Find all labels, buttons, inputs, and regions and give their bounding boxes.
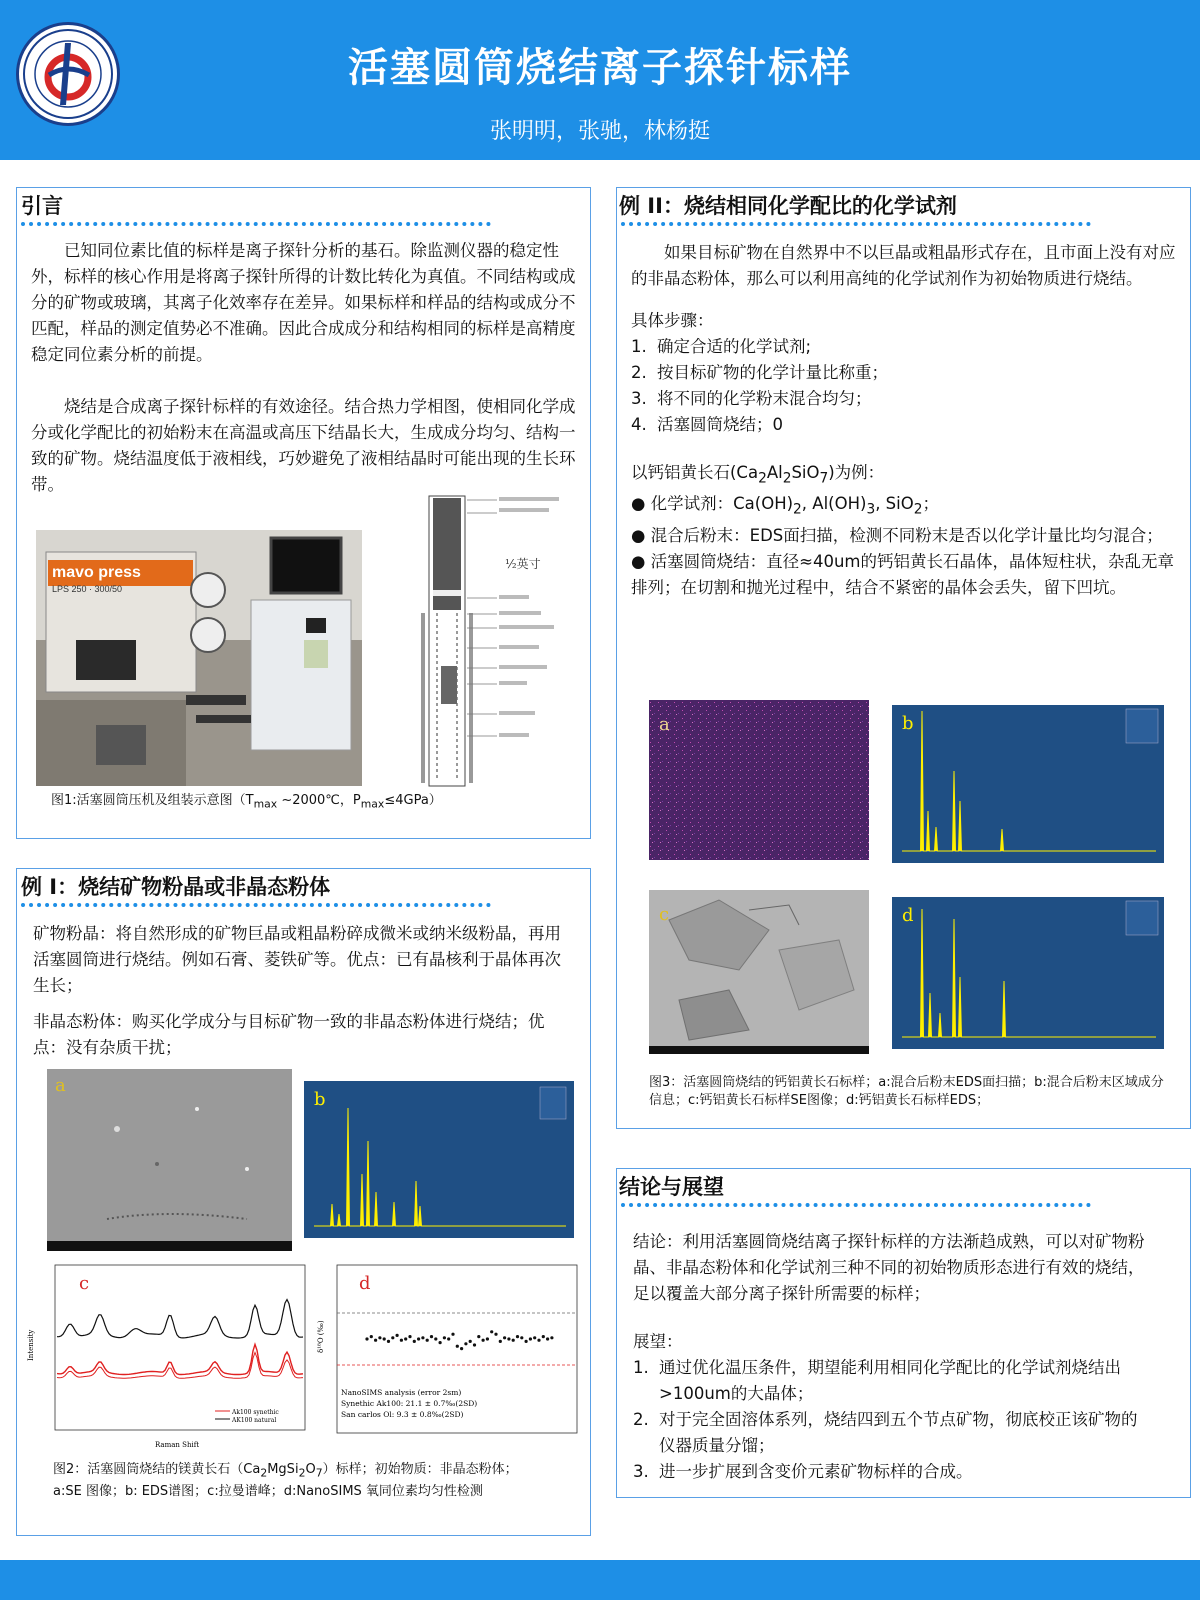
example-2-panel: [616, 187, 1191, 1129]
figure-3b-eds-spectrum: [892, 705, 1164, 863]
sims-data-point: [370, 1335, 373, 1338]
figure-label: b: [314, 1089, 326, 1110]
bullet-item: ● 混合后粉末：EDS面扫描，检测不同粉末是否以化学计量比均匀混合；: [631, 525, 1163, 545]
figure-label: d: [359, 1273, 371, 1294]
intro-heading: 引言: [21, 194, 63, 218]
sims-data-point: [546, 1337, 549, 1340]
divider: [621, 222, 1091, 226]
example-1-panel: [16, 868, 591, 1536]
sims-data-point: [434, 1337, 437, 1340]
sims-data-point: [378, 1336, 381, 1339]
sims-data-point: [494, 1333, 497, 1336]
intro-paragraph-1: 已知同位素比值的标样是离子探针分析的基石。除监测仪器的稳定性外，标样的核心作用是将离子探针所得的计数比转化为真值。不同结构或成分的矿物或玻璃，其离子化效率存在差异。如果标样和样品的结构或成分不匹配，样品的测定值势必不准确。因此合成成分和结构相同的标样是高精度稳定同位素分析的前提。: [31, 241, 576, 364]
intro-panel: [16, 187, 591, 839]
steps-list: [631, 334, 1176, 438]
footer-bar: [0, 1560, 1200, 1600]
sims-data-point: [537, 1339, 540, 1342]
figure-2d-nanosims-oxygen-isotopes: [317, 1261, 585, 1453]
sims-data-point: [490, 1330, 493, 1333]
assembly-schematic: [397, 478, 582, 798]
sims-data-point: [512, 1339, 515, 1342]
figure-2c-raman-spectrum: [25, 1261, 315, 1453]
sims-data-point: [447, 1337, 450, 1340]
example-1-heading: 例 I：烧结矿物粉晶或非晶态粉体: [21, 875, 331, 899]
conclusion-panel: [616, 1168, 1191, 1498]
sims-data-point: [525, 1340, 528, 1343]
figure-label: d: [902, 905, 914, 926]
sims-data-point: [408, 1335, 411, 1338]
example-2-intro-text: 如果目标矿物在自然界中不以巨晶或粗晶形式存在，且市面上没有对应的非晶态粉体，那么可以利用高纯的化学试剂作为初始物质进行烧结。: [631, 243, 1176, 288]
list-item: 2. 对于完全固溶体系列，烧结四到五个节点矿物，彻底校正该矿物的仪器质量分馏；: [633, 1410, 1138, 1455]
figure-2b-eds-spectrum: [304, 1081, 574, 1238]
bullet-item: ● 活塞圆筒烧结：直径≈40um的钙铝黄长石晶体，晶体短柱状，杂乱无章排列；在切割和抛光过程中，结合不紧密的晶体会丢失，留下凹坑。: [631, 551, 1174, 597]
list-item: 3. 进一步扩展到含变价元素矿物标样的合成。: [633, 1462, 973, 1481]
sims-data-point: [499, 1340, 502, 1343]
assembly-size-label: ½英寸: [505, 557, 541, 571]
sims-data-point: [464, 1342, 467, 1345]
list-item: 3. 将不同的化学粉末混合均匀；: [631, 389, 872, 408]
conclusion-heading: 结论与展望: [619, 1175, 724, 1199]
sims-data-point: [516, 1335, 519, 1338]
sims-data-point: [486, 1337, 489, 1340]
sims-data-point: [520, 1336, 523, 1339]
intro-paragraph-2: 烧结是合成离子探针标样的有效途径。结合热力学相图，使相同化学成分或化学配比的初始粉末在高温或高压下结晶长大，生成成分均匀、结构一致的矿物。烧结温度低于液相线，巧妙避免了液相结晶时可能出现的生长环带。: [31, 397, 576, 494]
poster-title: 活塞圆筒烧结离子探针标样: [348, 45, 852, 91]
sims-note: Synethic Ak100: 21.1 ± 0.7‰(2SD): [341, 1399, 478, 1408]
list-item: 1. 确定合适的化学试剂;: [631, 337, 812, 356]
outlook-list: [633, 1355, 1153, 1485]
sims-data-point: [443, 1336, 446, 1339]
sims-data-point: [383, 1337, 386, 1340]
raman-legend-synthetic: Ak100 synethic: [232, 1409, 279, 1416]
sims-data-point: [469, 1340, 472, 1343]
figure-3-caption: 图3：活塞圆筒烧结的钙铝黄长石标样；a:混合后粉末EDS面扫描；b:混合后粉末区域成分信息；c:钙铝黄长石标样SE图像；d:钙铝黄长石标样EDS；: [649, 1075, 1164, 1108]
figure-label: c: [659, 904, 670, 925]
figure-3d-eds-spectrum: [892, 897, 1164, 1049]
sims-data-point: [413, 1340, 416, 1343]
sims-data-point: [400, 1339, 403, 1342]
sims-data-point: [529, 1337, 532, 1340]
sims-data-point: [417, 1337, 420, 1340]
piston-cylinder-press-photo: [36, 530, 362, 786]
sims-data-point: [542, 1335, 545, 1338]
sims-data-point: [404, 1337, 407, 1340]
example-1-powder-text: 矿物粉晶：将自然形成的矿物巨晶或粗晶粉碎成微米或纳米级粉晶，再用活塞圆筒进行烧结。例如石膏、菱铁矿等。优点：已有晶核利于晶体再次生长；: [33, 924, 561, 995]
conclusion-text: 结论：利用活塞圆筒烧结离子探针标样的方法渐趋成熟，可以对矿物粉晶、非晶态粉体和化学试剂三种不同的初始物质形态进行有效的烧结，足以覆盖大部分离子探针所需要的标样；: [633, 1232, 1145, 1303]
sims-data-point: [451, 1333, 454, 1336]
raman-legend-natural: AK100 natural: [232, 1417, 277, 1424]
sims-data-point: [550, 1336, 553, 1339]
sims-data-point: [477, 1335, 480, 1338]
sims-data-point: [426, 1339, 429, 1342]
figure-3c-se-image: [649, 890, 869, 1054]
list-item: 1. 通过优化温压条件，期望能利用相同化学配比的化学试剂烧结出>100um的大晶体；: [633, 1358, 1121, 1403]
figure-2a-se-image: [47, 1069, 292, 1251]
example-mineral-intro: 以钙铝黄长石$(Ca_2Al_2SiO_7)$为例：: [631, 463, 885, 487]
example-2-heading: 例 II：烧结相同化学配比的化学试剂: [619, 194, 957, 218]
outlook-title: 展望：: [633, 1332, 683, 1351]
sims-data-point: [387, 1340, 390, 1343]
machine-model-text: LPS 250 · 300/50: [52, 584, 123, 594]
sims-data-point: [507, 1337, 510, 1340]
sims-y-axis-label: δ¹⁸O (‰): [317, 1320, 325, 1353]
sims-data-point: [439, 1341, 442, 1344]
bullet-item: ● 化学试剂：$Ca(OH)_2$, $Al(OH)_3$, SiO$_2$；: [631, 494, 939, 518]
raman-x-axis-label: Raman Shift: [155, 1441, 200, 1449]
sims-data-point: [391, 1336, 394, 1339]
header-bar: [0, 0, 1200, 160]
figure-1-caption: 图1:活塞圆筒压机及组装示意图（$T_{max}$ ~2000℃，$P_{max}\le 4GPa$）: [51, 793, 442, 811]
list-item: 4. 活塞圆筒烧结；0: [631, 415, 783, 434]
sims-data-point: [460, 1347, 463, 1350]
sims-data-point: [533, 1336, 536, 1339]
figure-3a-eds-map: [649, 700, 869, 868]
poster-authors: 张明明，张驰，林杨挺: [489, 119, 710, 144]
figure-label: a: [659, 714, 670, 735]
sims-data-point: [456, 1345, 459, 1348]
sims-data-point: [482, 1339, 485, 1342]
steps-title: 具体步骤：: [631, 311, 714, 330]
divider: [21, 903, 491, 907]
sims-note: NanoSIMS analysis (error 2sm): [341, 1388, 462, 1397]
sims-data-point: [374, 1339, 377, 1342]
figure-2-caption: 图2：活塞圆筒烧结的镁黄长石$(Ca_2MgSi_2O_7)$标样；初始物质：非晶态粉体； a:SE 图像；b: EDS谱图；c:拉曼谱峰；d:NanoSIMS 氧同位素均匀性检测: [53, 1462, 518, 1499]
sims-data-point: [365, 1337, 368, 1340]
list-item: 2. 按目标矿物的化学计量比称重；: [631, 363, 888, 382]
example-1-amorphous-text: 非晶态粉体：购买化学成分与目标矿物一致的非晶态粉体进行烧结；优点：没有杂质干扰；: [33, 1012, 545, 1057]
sims-data-point: [473, 1343, 476, 1346]
figure-label: c: [79, 1273, 90, 1294]
machine-brand-text: mavo press: [52, 564, 141, 581]
sims-data-point: [396, 1334, 399, 1337]
sims-data-point: [503, 1336, 506, 1339]
figure-label: b: [902, 713, 914, 734]
figure-label: a: [55, 1075, 66, 1096]
sims-data-point: [421, 1336, 424, 1339]
divider: [21, 222, 491, 226]
sims-data-point: [430, 1335, 433, 1338]
sims-note: San carlos Ol: 9.3 ± 0.8‰(2SD): [341, 1410, 464, 1419]
divider: [621, 1203, 1091, 1207]
raman-y-axis-label: Intensity: [27, 1329, 35, 1361]
